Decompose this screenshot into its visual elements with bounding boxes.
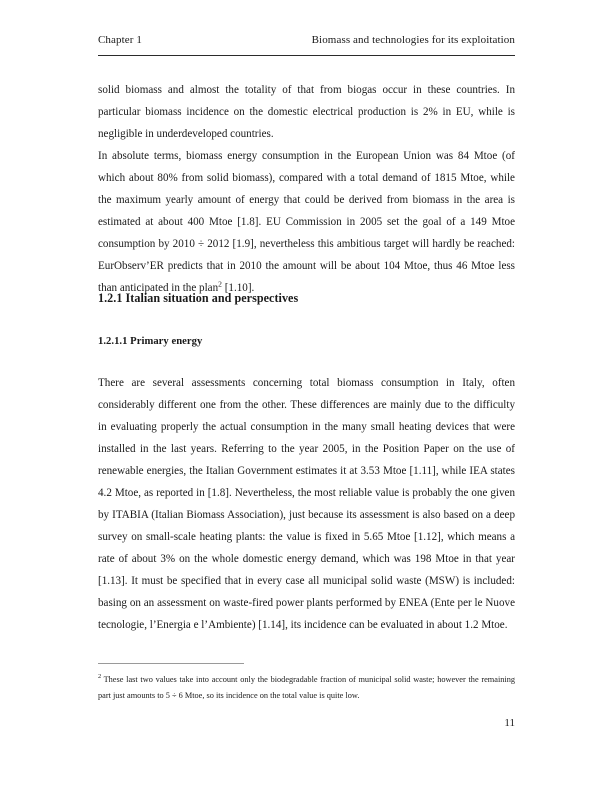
footnote-block — [98, 672, 515, 703]
footnote-text-line — [98, 672, 515, 703]
paragraph-2-main-text: In absolute terms, biomass energy consumption in the European Union was 84 Mtoe (of which about 80% from solid biomass), compared with a total demand of 1815 Mtoe, while the maximum yearly amount of energy that could be derived from biomass in the area is estimated at about 400 Mtoe [1.8]. EU Commission in 2005 set the goal of a 149 Mtoe consumption by 2010 ÷ 2012 [1.9], nevertheless this ambitious target will hardly be reached: EurObserv’ER predicts that in 2010 the amount will be about 104 Mtoe, thus 46 Mtoe less than anticipated in the plan — [98, 150, 515, 294]
running-header — [98, 33, 515, 47]
paragraph-text — [98, 145, 515, 299]
body-paragraph-3 — [98, 372, 515, 636]
body-paragraph-2 — [98, 145, 515, 299]
page-number: 11 — [504, 717, 515, 729]
footnote-number-marker: 2 — [98, 673, 102, 681]
paragraph-text: solid biomass and almost the totality of that from biogas occur in these countries. In particular biomass incidence on the domestic electrical production is 2% in EU, while is negligible in underdeveloped countries. — [98, 84, 515, 140]
section-heading: 1.2.1 Italian situation and perspectives — [98, 291, 299, 305]
subsection-heading: 1.2.1.1 Primary energy — [98, 336, 203, 347]
footnote-separator-rule — [98, 663, 244, 664]
header-title-label: Biomass and technologies for its exploitation — [311, 34, 515, 46]
footnote-body-text: These last two values take into account only the biodegradable fraction of municipal solid waste; however the remaining part just amounts to 5 ÷ 6 Mtoe, so its incidence on the total value is quite low. — [98, 675, 515, 700]
paragraph-text: There are several assessments concerning total biomass consumption in Italy, often considerably different one from the other. These differences are mainly due to the difficulty in evaluating properly the actual consumption in the many small heating devices that were installed in the last years. Referring to the year 2005, in the Position Paper on the use of renewable energies, the Italian Government estimates it at 3.53 Mtoe [1.11], while IEA states 4.2 Mtoe, as reported in [1.8]. Nevertheless, the most reliable value is probably the one given by ITABIA (Italian Biomass Association), just because its assessment is also based on a deep survey on small-scale heating plants: the value is fixed in 5.65 Mtoe [1.12], which means a rate of about 3% on the whole domestic energy demand, which was 198 Mtoe in that year [1.13]. It must be specified that in every case all municipal solid waste (MSW) is included: basing on an assessment on waste-fired power plants performed by ENEA (Ente per le Nuove tecnologie, l’Energia e l’Ambiente) [1.14], its incidence can be evaluated in about 1.2 Mtoe. — [98, 377, 515, 631]
body-paragraph-1 — [98, 79, 515, 145]
footnote-reference-marker[interactable]: 2 — [218, 279, 222, 289]
paragraph-2-trailing-citation: [1.10]. — [221, 282, 255, 294]
header-chapter-label: Chapter 1 — [98, 34, 142, 46]
header-divider-rule — [98, 55, 515, 56]
